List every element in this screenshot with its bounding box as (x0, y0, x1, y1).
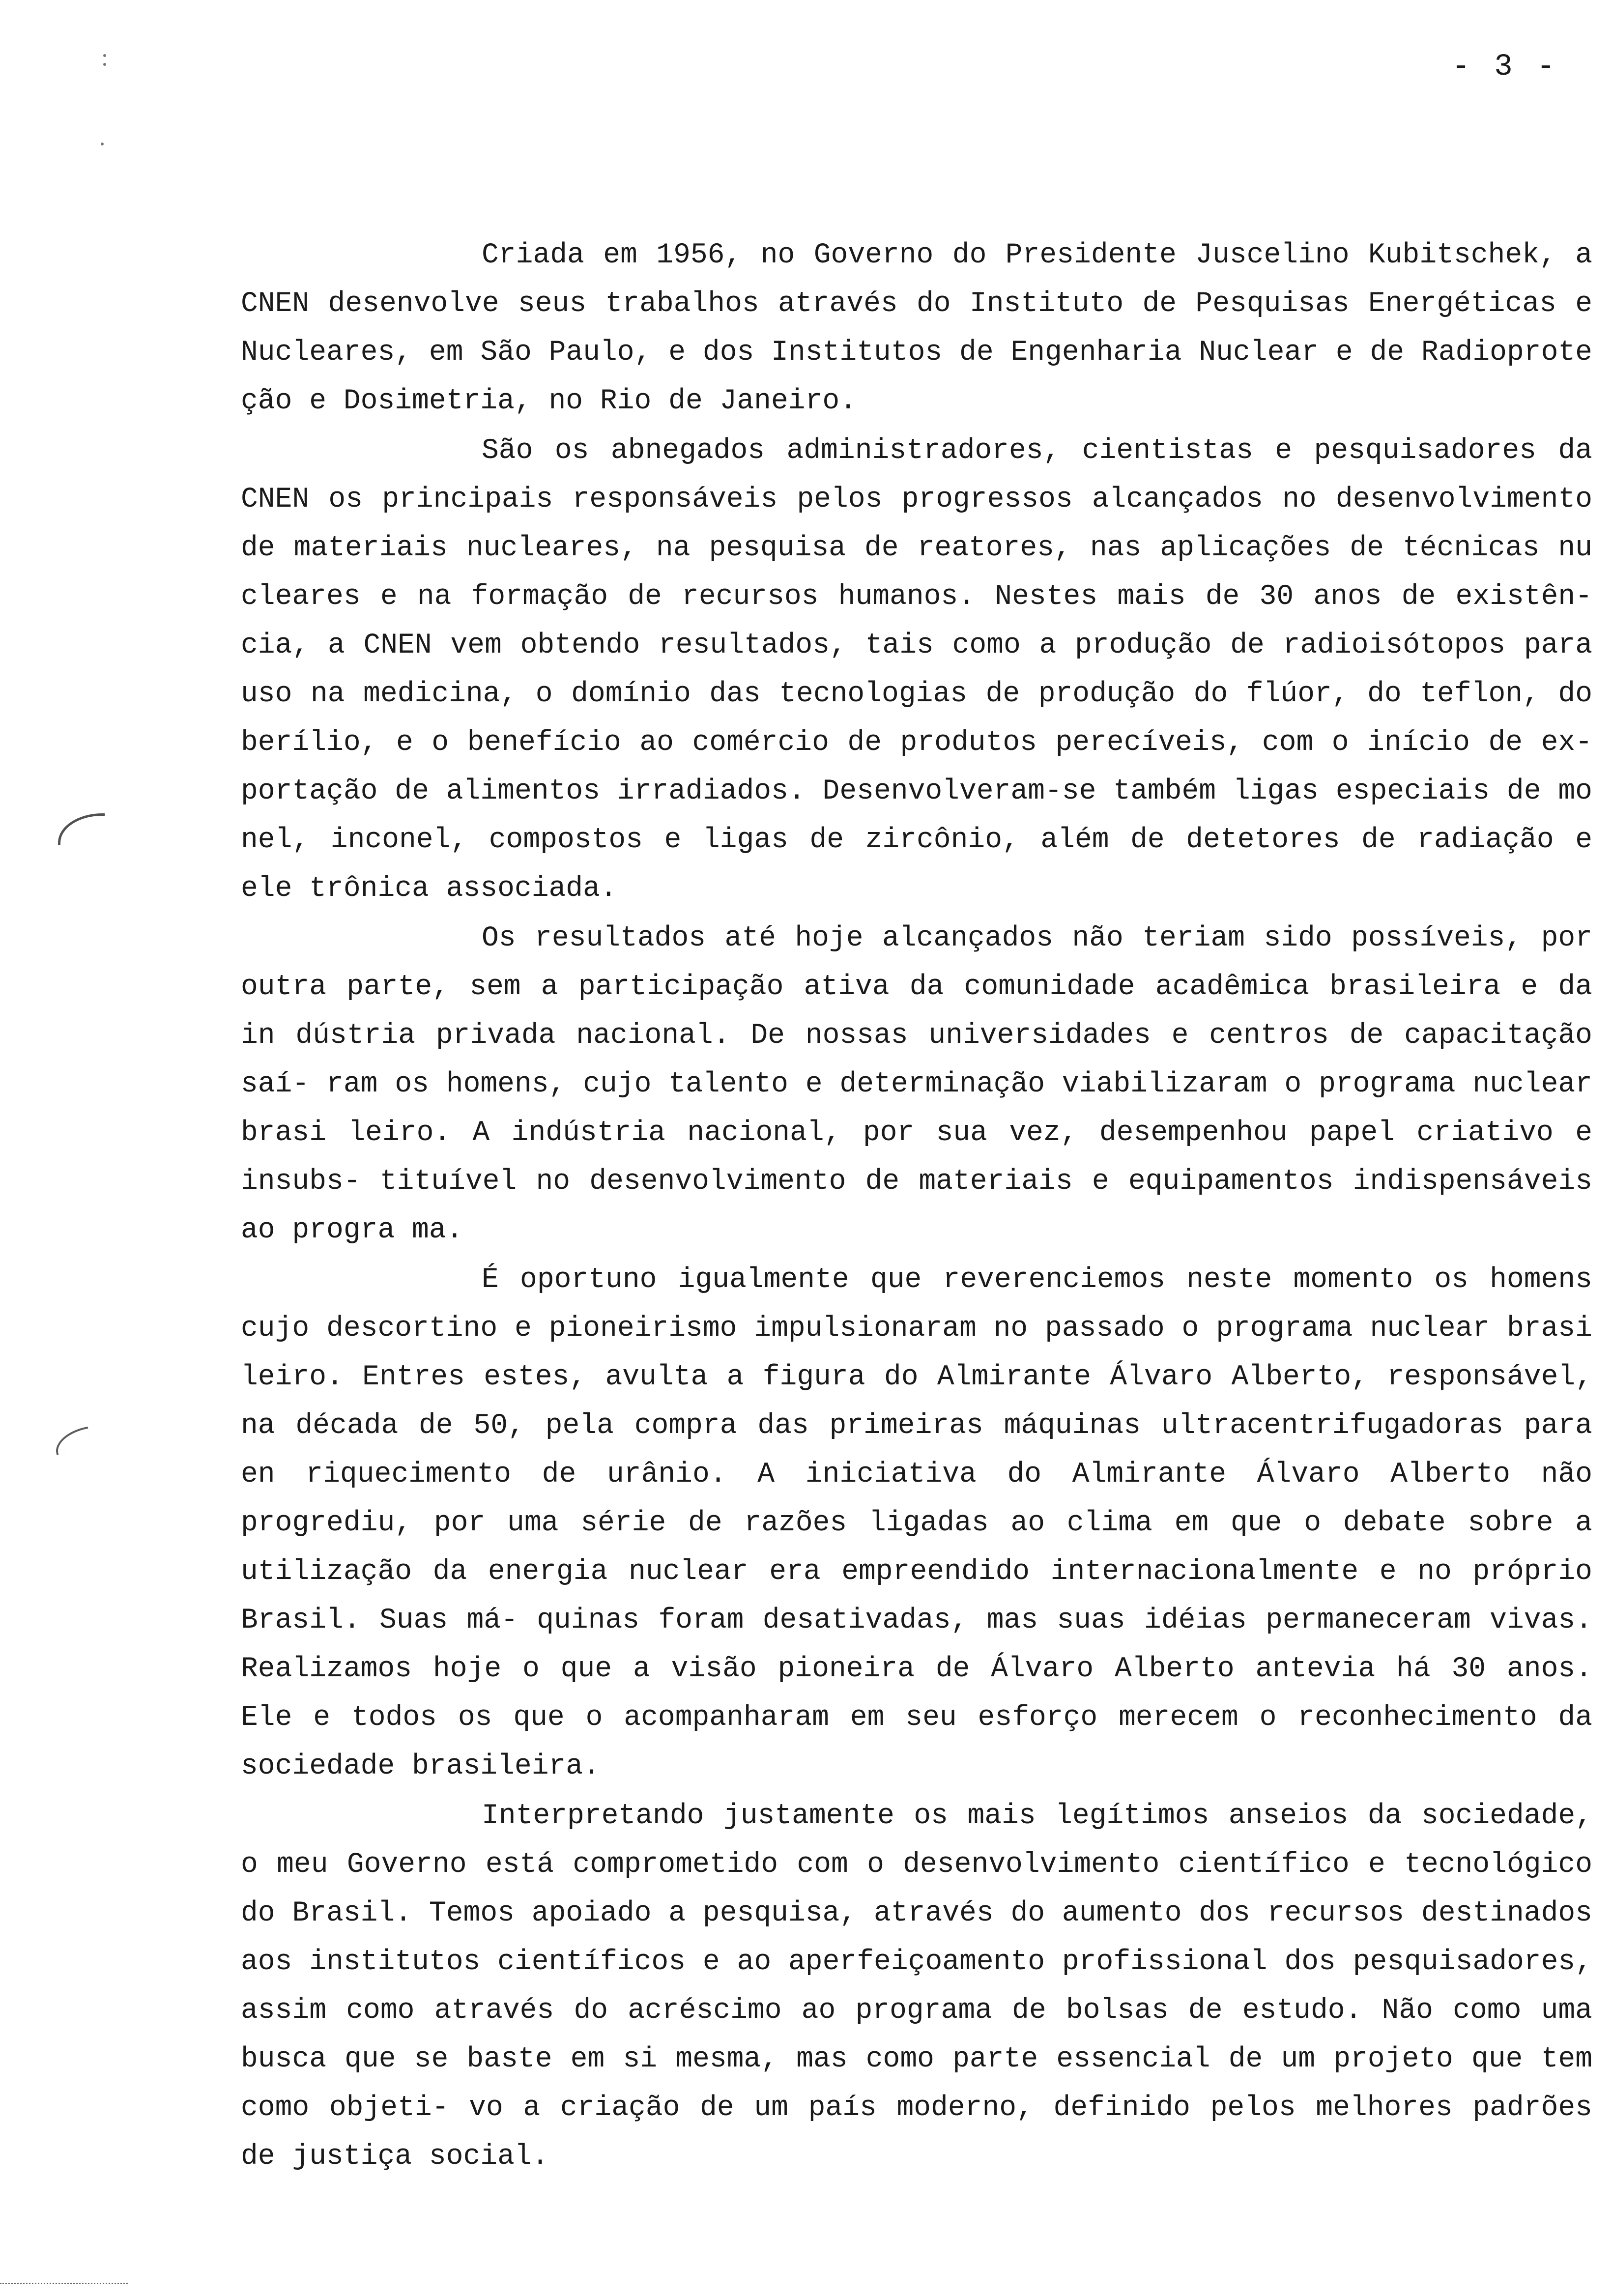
scan-speck (103, 63, 106, 66)
paragraph-government-commitment: Interpretando justamente os mais legítimos anseios da sociedade, o meu Governo está comprometido com o desenvolvimento científico e tecnológico do Brasil. Temos apoiado a pesquisa, através do aumento dos recursos destinados aos institutos científicos e ao aperfeiçoamento profissional dos pesquisadores, assim como através do acréscimo ao programa de bolsas de estudo. Não como uma busca que se baste em si mesma, mas como parte essencial de um projeto que tem como objeti- vo a criação de um país moderno, definido pelos melhores padrões de justiça social. (241, 1800, 1592, 2173)
body-text (241, 231, 1592, 2181)
margin-pen-mark (52, 1427, 92, 1455)
page-number: - 3 - (1451, 49, 1558, 84)
paragraph-alvaro-alberto: É oportuno igualmente que reverenciemos neste momento os homens cujo descortino e pioneirismo impulsionaram no passado o programa nuclear brasi leiro. Entres estes, avulta a figura do Almirante Álvaro Alberto, responsável, na década de 50, pela compra das primeiras máquinas ultracentrifugadoras para en riquecimento de urânio. A iniciativa do Almirante Álvaro Alberto não progrediu, por uma série de razões ligadas ao clima em que o debate sobre a utilização da energia nuclear era empreendido internacionalmente e no próprio Brasil. Suas má- quinas foram desativadas, mas suas idéias permaneceram vivas. Realizamos hoje o que a visão pioneira de Álvaro Alberto antevia há 30 anos. Ele e todos os que o acompanharam em seu esforço merecem o reconhecimento da sociedade brasileira. (241, 1264, 1592, 1782)
margin-pen-mark (58, 813, 105, 845)
scan-speck (103, 54, 106, 57)
scan-edge-line (0, 2283, 128, 2284)
paragraph-cnen-founding: Criada em 1956, no Governo do Presidente Juscelino Kubitschek, a CNEN desenvolve seus trabalhos através do Instituto de Pesquisas Energéticas e Nucleares, em São Paulo, e dos Institutos de Engenharia Nuclear e de Radioprote ção e Dosimetria, no Rio de Janeiro. (241, 239, 1592, 417)
scan-speck (101, 143, 104, 145)
paragraph-cnen-achievements: São os abnegados administradores, cientistas e pesquisadores da CNEN os principais responsáveis pelos progressos alcançados no desenvolvimento de materiais nucleares, na pesquisa de reatores, nas aplicações de técnicas nu cleares e na formação de recursos humanos. Nestes mais de 30 anos de existên- cia, a CNEN vem obtendo resultados, tais como a produção de radioisótopos para uso na medicina, o domínio das tecnologias de produção do flúor, do teflon, do berílio, e o benefício ao comércio de produtos perecíveis, com o início de ex- portação de alimentos irradiados. Desenvolveram-se também ligas especiais de mo nel, inconel, compostos e ligas de zircônio, além de detetores de radiação e ele trônica associada. (241, 435, 1592, 905)
paragraph-academia-industry: Os resultados até hoje alcançados não teriam sido possíveis, por outra parte, sem a participação ativa da comunidade acadêmica brasileira e da in dústria privada nacional. De nossas universidades e centros de capacitação saí- ram os homens, cujo talento e determinação viabilizaram o programa nuclear brasi leiro. A indústria nacional, por sua vez, desempenhou papel criativo e insubs- tituível no desenvolvimento de materiais e equipamentos indispensáveis ao progra ma. (241, 922, 1592, 1246)
